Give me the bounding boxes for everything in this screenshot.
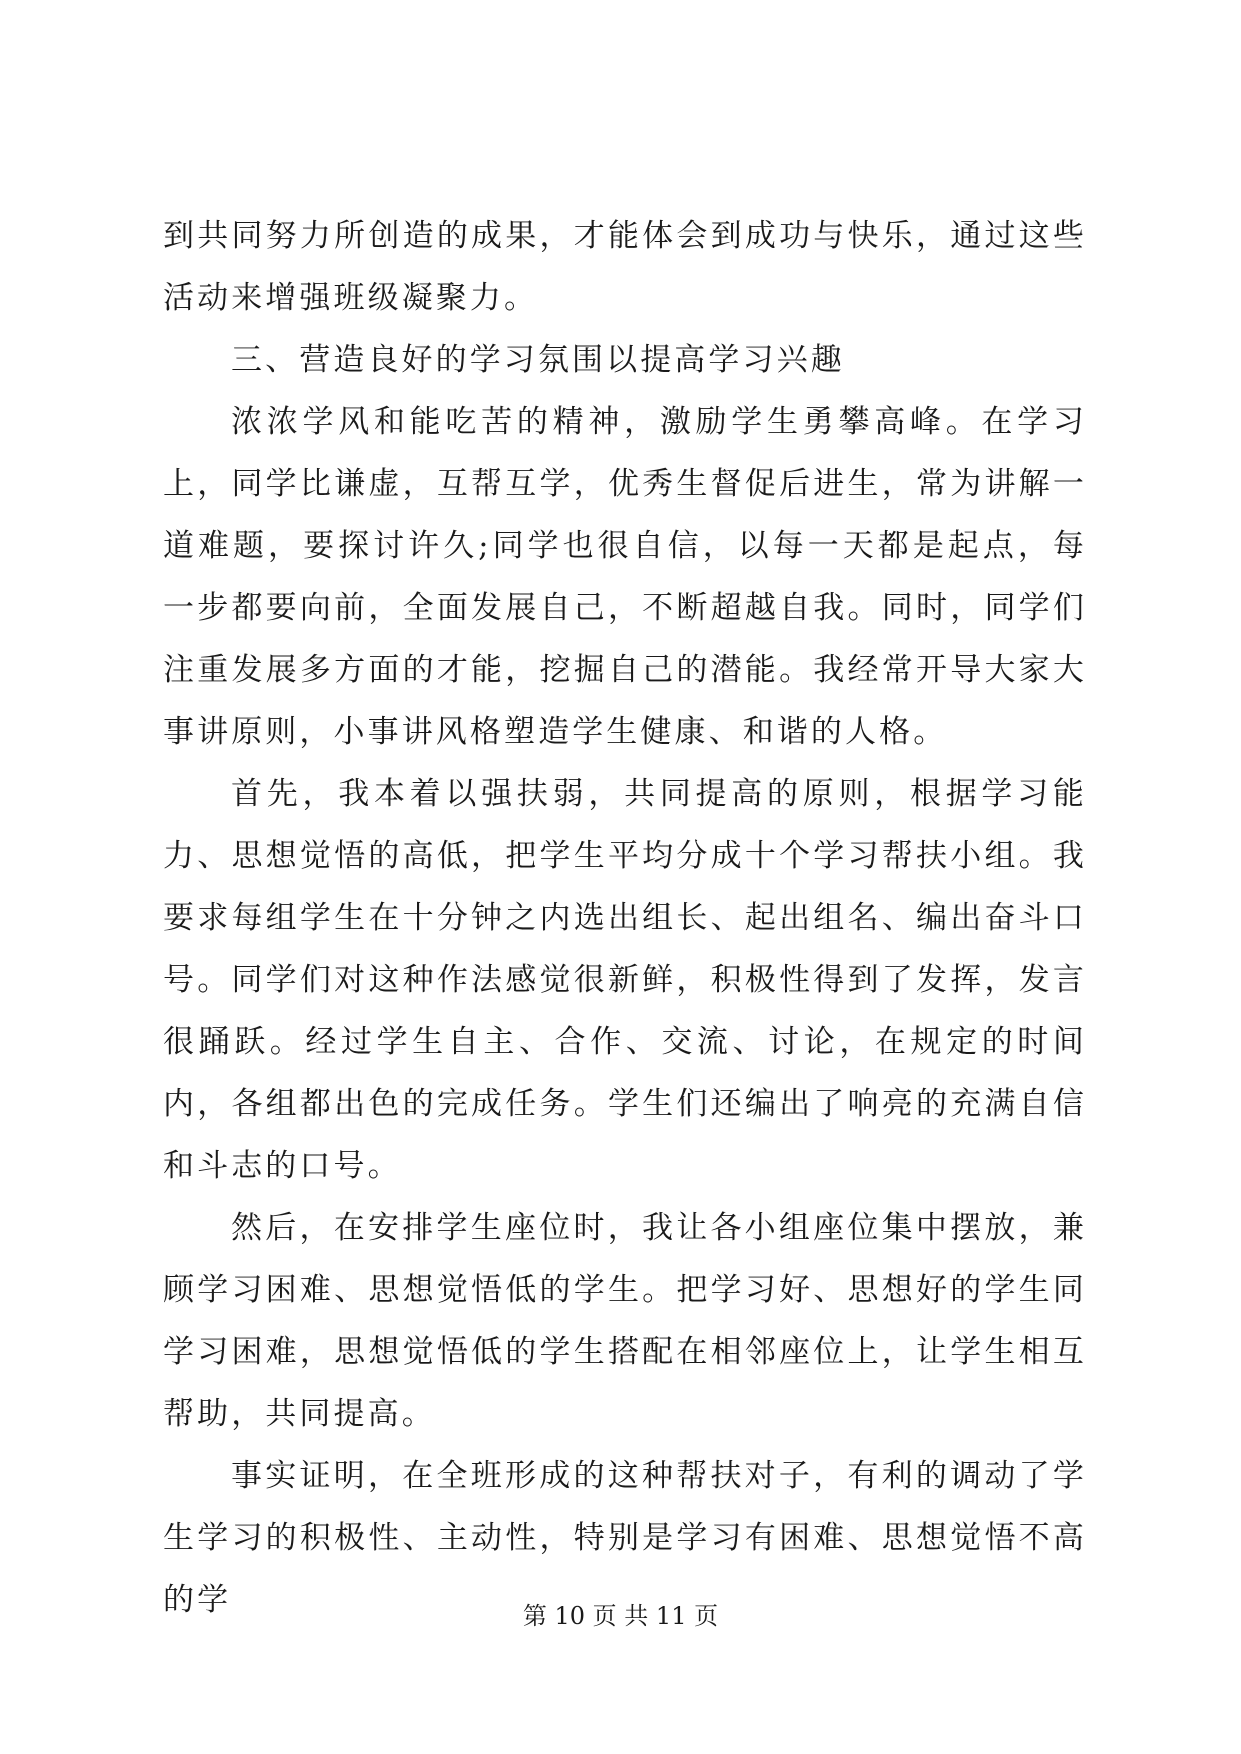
paragraph-1: 到共同努力所创造的成果，才能体会到成功与快乐，通过这些活动来增强班级凝聚力。	[163, 218, 1087, 316]
paragraph-4: 然后，在安排学生座位时，我让各小组座位集中摆放，兼顾学习困难、思想觉悟低的学生。把学习好、思想好的学生同学习困难，思想觉悟低的学生搭配在相邻座位上，让学生相互帮助，共同提高。	[163, 1210, 1087, 1432]
page-number-footer: 第 10 页 共 11 页	[522, 1602, 719, 1630]
paragraph-2: 浓浓学风和能吃苦的精神，激励学生勇攀高峰。在学习上，同学比谦虚，互帮互学，优秀生督促后进生，常为讲解一道难题，要探讨许久;同学也很自信，以每一天都是起点，每一步都要向前，全面发展自己，不断超越自我。同时，同学们注重发展多方面的才能，挖掘自己的潜能。我经常开导大家大事讲原则，小事讲风格塑造学生健康、和谐的人格。	[163, 404, 1087, 750]
document-body	[163, 205, 1087, 1631]
section-heading: 三、营造良好的学习氛围以提高学习兴趣	[231, 342, 845, 378]
paragraph-3: 首先，我本着以强扶弱，共同提高的原则，根据学习能力、思想觉悟的高低，把学生平均分成十个学习帮扶小组。我要求每组学生在十分钟之内选出组长、起出组名、编出奋斗口号。同学们对这种作法感觉很新鲜，积极性得到了发挥，发言很踊跃。经过学生自主、合作、交流、讨论，在规定的时间内，各组都出色的完成任务。学生们还编出了响亮的充满自信和斗志的口号。	[163, 776, 1087, 1184]
paragraph-5: 事实证明，在全班形成的这种帮扶对子，有利的调动了学生学习的积极性、主动性，特别是学习有困难、思想觉悟不高的学	[163, 1458, 1087, 1618]
